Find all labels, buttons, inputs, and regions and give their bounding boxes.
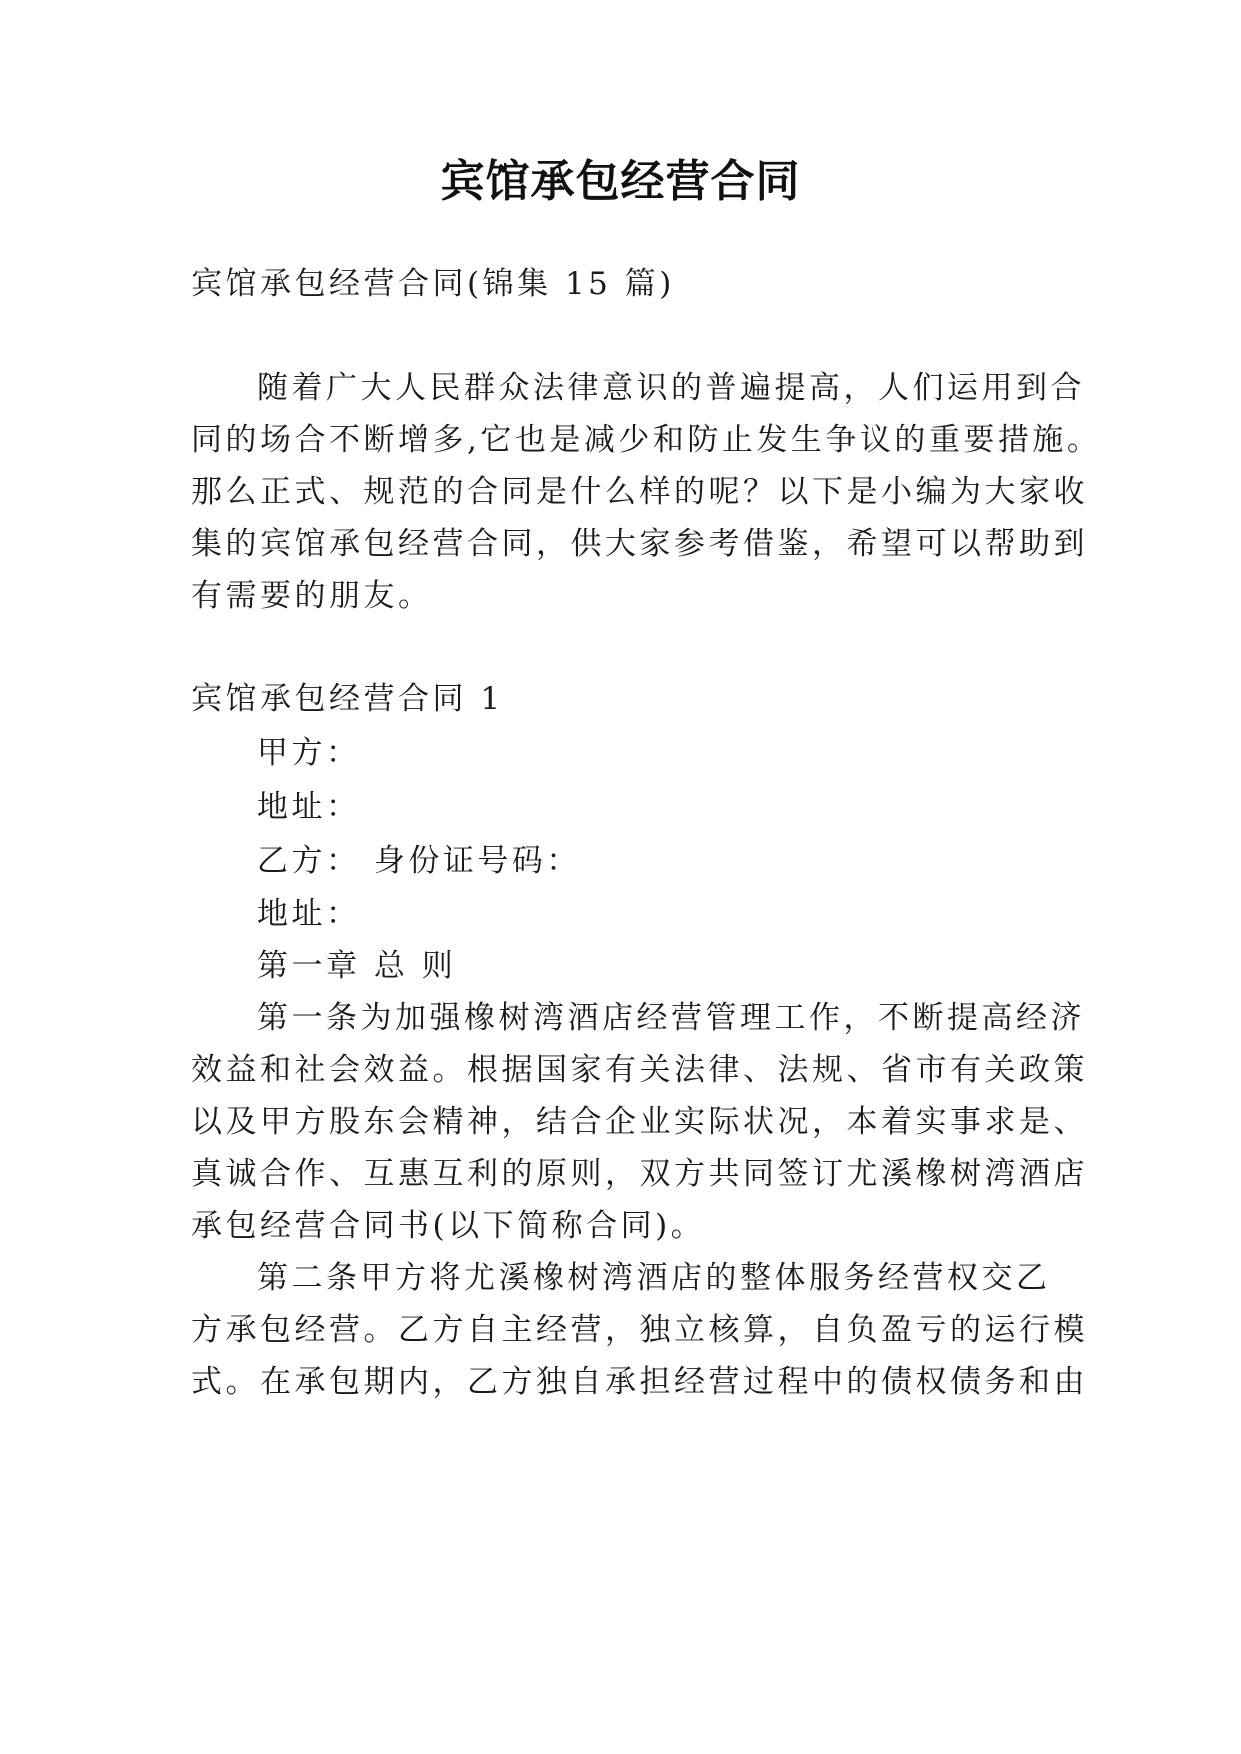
intro-line-5: 有需要的朋友。 — [191, 578, 433, 614]
section-heading: 宾馆承包经营合同 1 — [191, 681, 504, 717]
article1-line-1: 第一条为加强橡树湾酒店经营管理工作，不断提高经济 — [257, 1000, 1085, 1036]
intro-line-3: 那么正式、规范的合同是什么样的呢？以下是小编为大家收 — [191, 474, 1088, 510]
article1-line-2: 效益和社会效益。根据国家有关法律、法规、省市有关政策 — [191, 1052, 1088, 1088]
document-title: 宾馆承包经营合同 — [440, 156, 801, 207]
party-b-address-field: 地址： — [257, 896, 361, 932]
document-subtitle: 宾馆承包经营合同(锦集 15 篇) — [191, 266, 675, 302]
article1-line-4: 真诚合作、互惠互利的原则，双方共同签订尤溪橡树湾酒店 — [191, 1156, 1088, 1192]
intro-line-2: 同的场合不断增多,它也是减少和防止发生争议的重要措施。 — [191, 422, 1102, 458]
article2-line-1: 第二条甲方将尤溪橡树湾酒店的整体服务经营权交乙 — [257, 1260, 1051, 1296]
party-a-address-field: 地址： — [257, 789, 361, 825]
article1-line-5: 承包经营合同书(以下简称合同)。 — [191, 1208, 706, 1244]
article1-line-3: 以及甲方股东会精神，结合企业实际状况，本着实事求是、 — [191, 1104, 1088, 1140]
party-b-field: 乙方： 身份证号码： — [257, 843, 581, 879]
chapter-heading: 第一章 总 则 — [257, 948, 457, 984]
article2-line-2: 方承包经营。乙方自主经营，独立核算，自负盈亏的运行模 — [191, 1312, 1088, 1348]
article2-line-3: 式。在承包期内，乙方独自承担经营过程中的债权债务和由 — [191, 1364, 1088, 1400]
party-a-field: 甲方： — [257, 735, 361, 771]
intro-line-1: 随着广大人民群众法律意识的普遍提高，人们运用到合 — [257, 370, 1085, 406]
intro-line-4: 集的宾馆承包经营合同，供大家参考借鉴，希望可以帮助到 — [191, 526, 1088, 562]
